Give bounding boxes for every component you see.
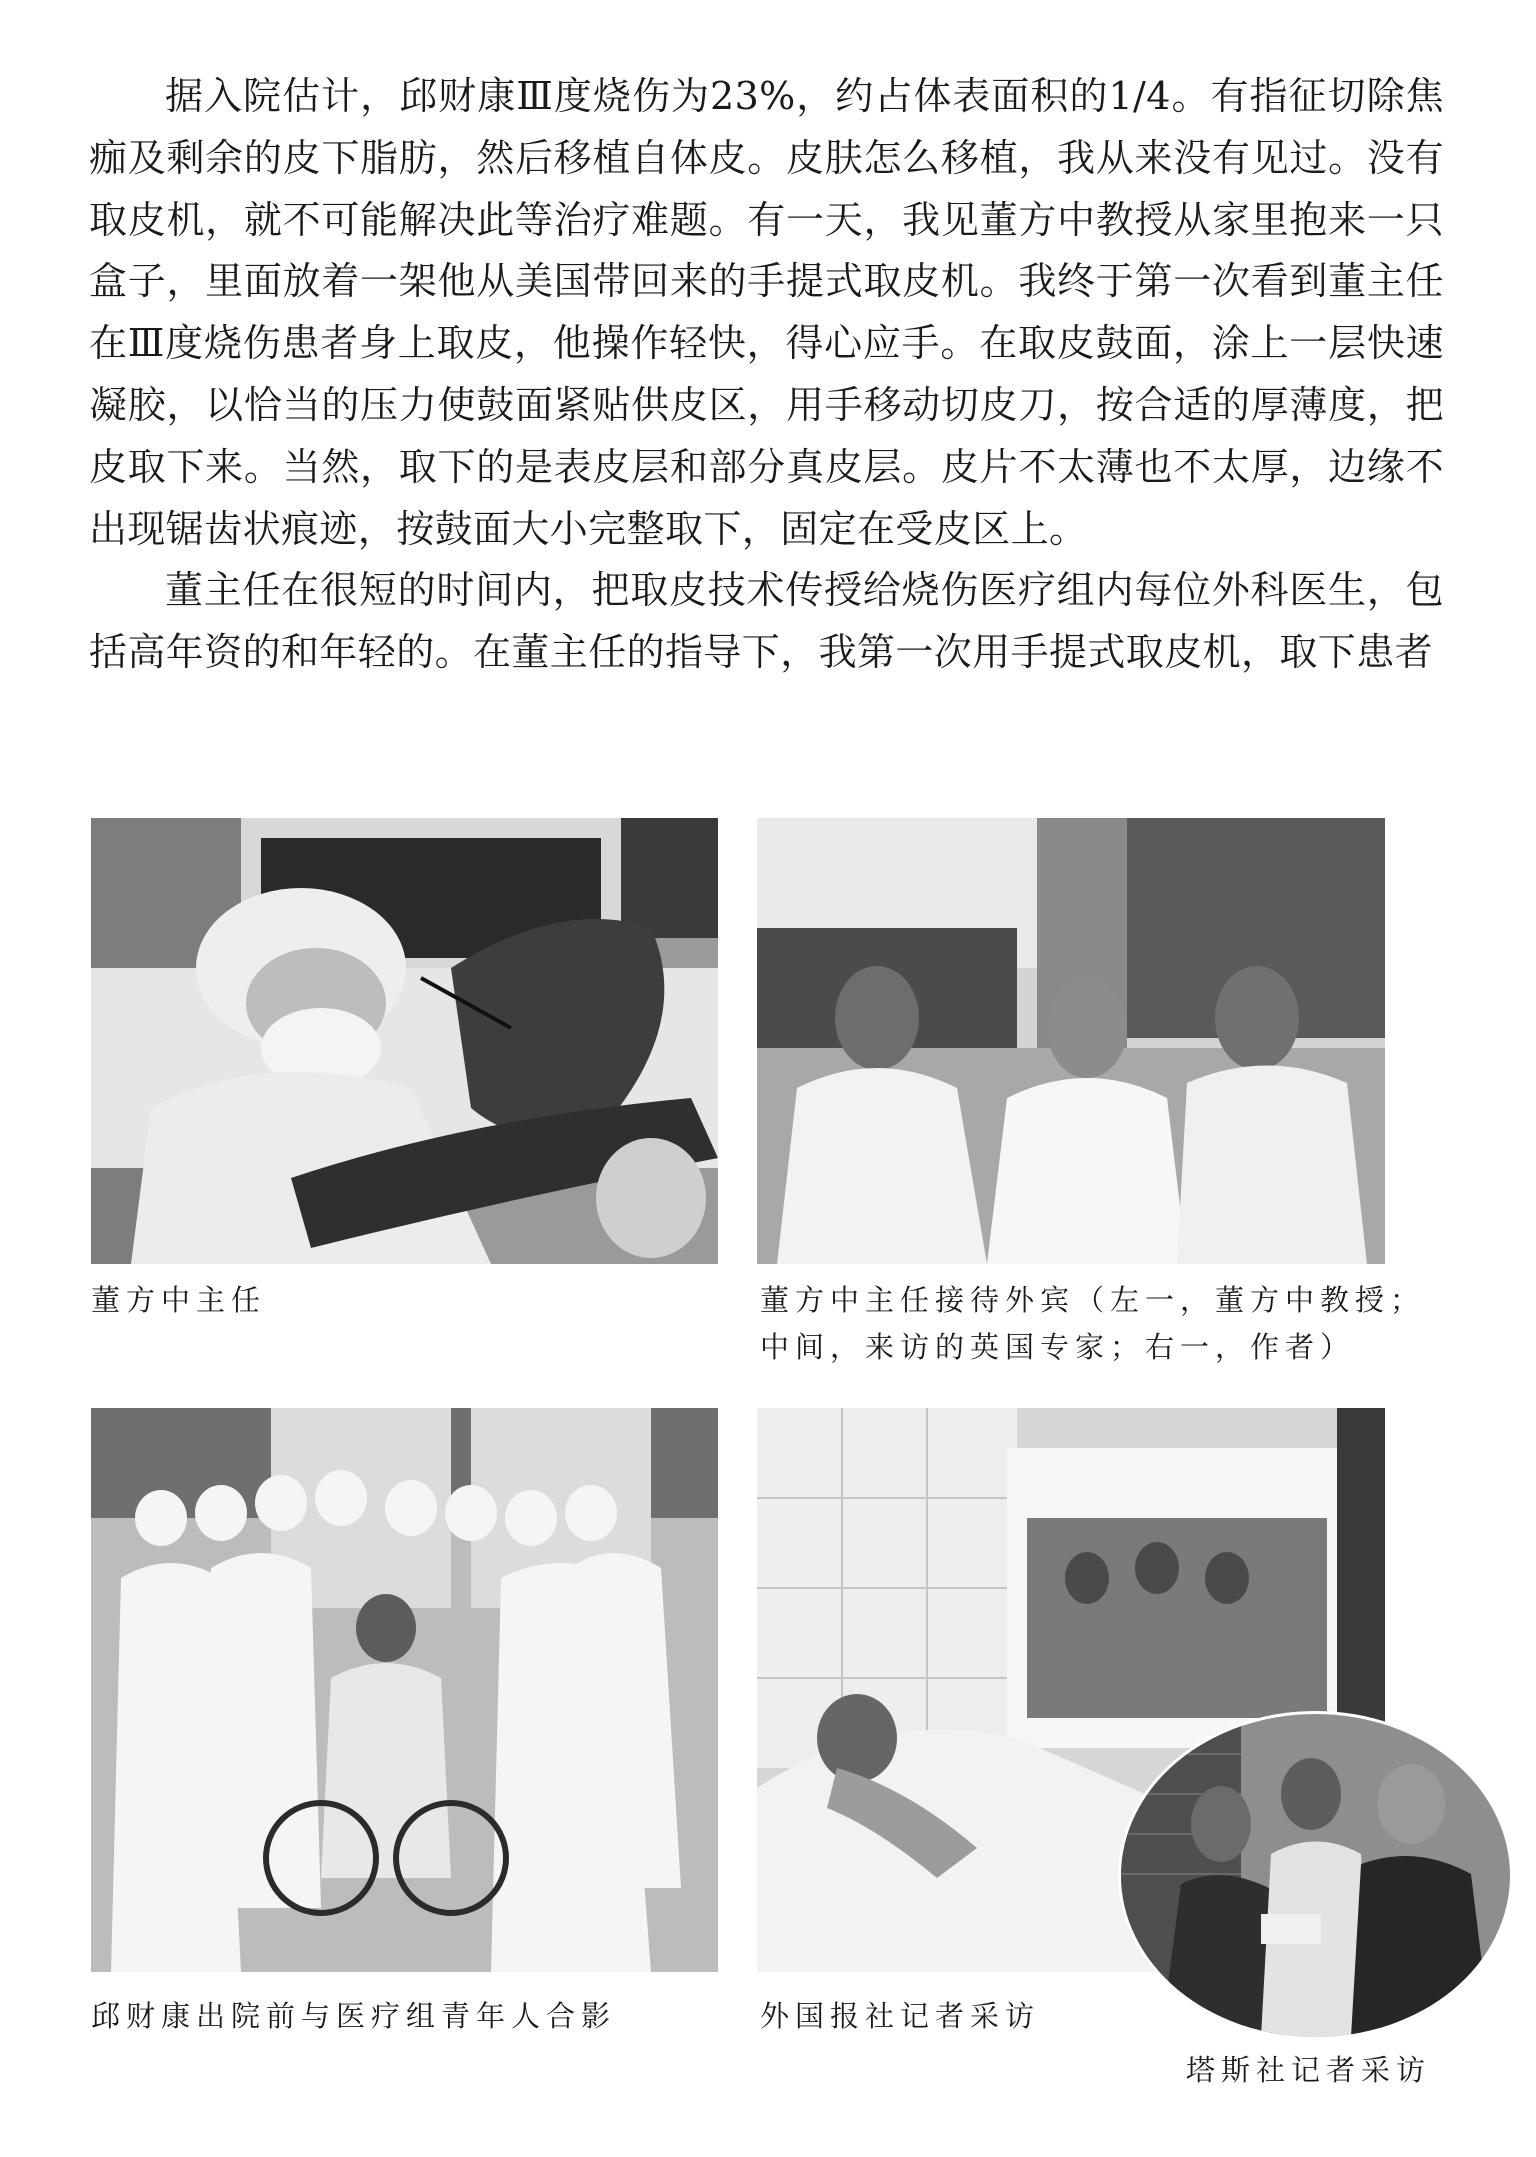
caption-photo-2-line-1: 董方中主任接待外宾（左一，董方中教授； [760,1283,1426,1317]
photo-receiving-guests [757,818,1385,1264]
caption-photo-5: 塔斯社记者采访 [1186,2053,1432,2087]
paragraph-1: 据入院估计，邱财康Ⅲ度烧伤为23%，约占体表面积的1/4。有指征切除焦痂及剩余的皮下脂肪，然后移植自体皮。皮肤怎么移植，我从来没有见过。没有取皮机，就不可能解决此等治疗难题。有一天，我见董方中教授从家里抱来一只盒子，里面放着一架他从美国带回来的手提式取皮机。我终于第一次看到董主任在Ⅲ度烧伤患者身上取皮，他操作轻快，得心应手。在取皮鼓面，涂上一层快速凝胶，以恰当的压力使鼓面紧贴供皮区，用手移动切皮刀，按合适的厚薄度，把皮取下来。当然，取下的是表皮层和部分真皮层。皮片不太薄也不太厚，边缘不出现锯齿状痕迹，按鼓面大小完整取下，固定在受皮区上。 [89,74,1444,551]
caption-photo-2-line-2: 中间，来访的英国专家；右一，作者） [760,1330,1356,1364]
body-text [89,66,1444,684]
caption-photo-1: 董方中主任 [91,1283,267,1317]
caption-photo-3: 邱财康出院前与医疗组青年人合影 [91,1999,617,2033]
photo-group-wheelchair [91,1408,718,1972]
photo-surgeon-dong [91,818,718,1264]
caption-photo-4: 外国报社记者采访 [760,1999,1041,2033]
paragraph-2: 董主任在很短的时间内，把取皮技术传授给烧伤医疗组内每位外科医生，包括高年资的和年轻的。在董主任的指导下，我第一次用手提式取皮机，取下患者 [89,568,1444,675]
photo-tass-interview-inset [1121,1714,1510,2037]
